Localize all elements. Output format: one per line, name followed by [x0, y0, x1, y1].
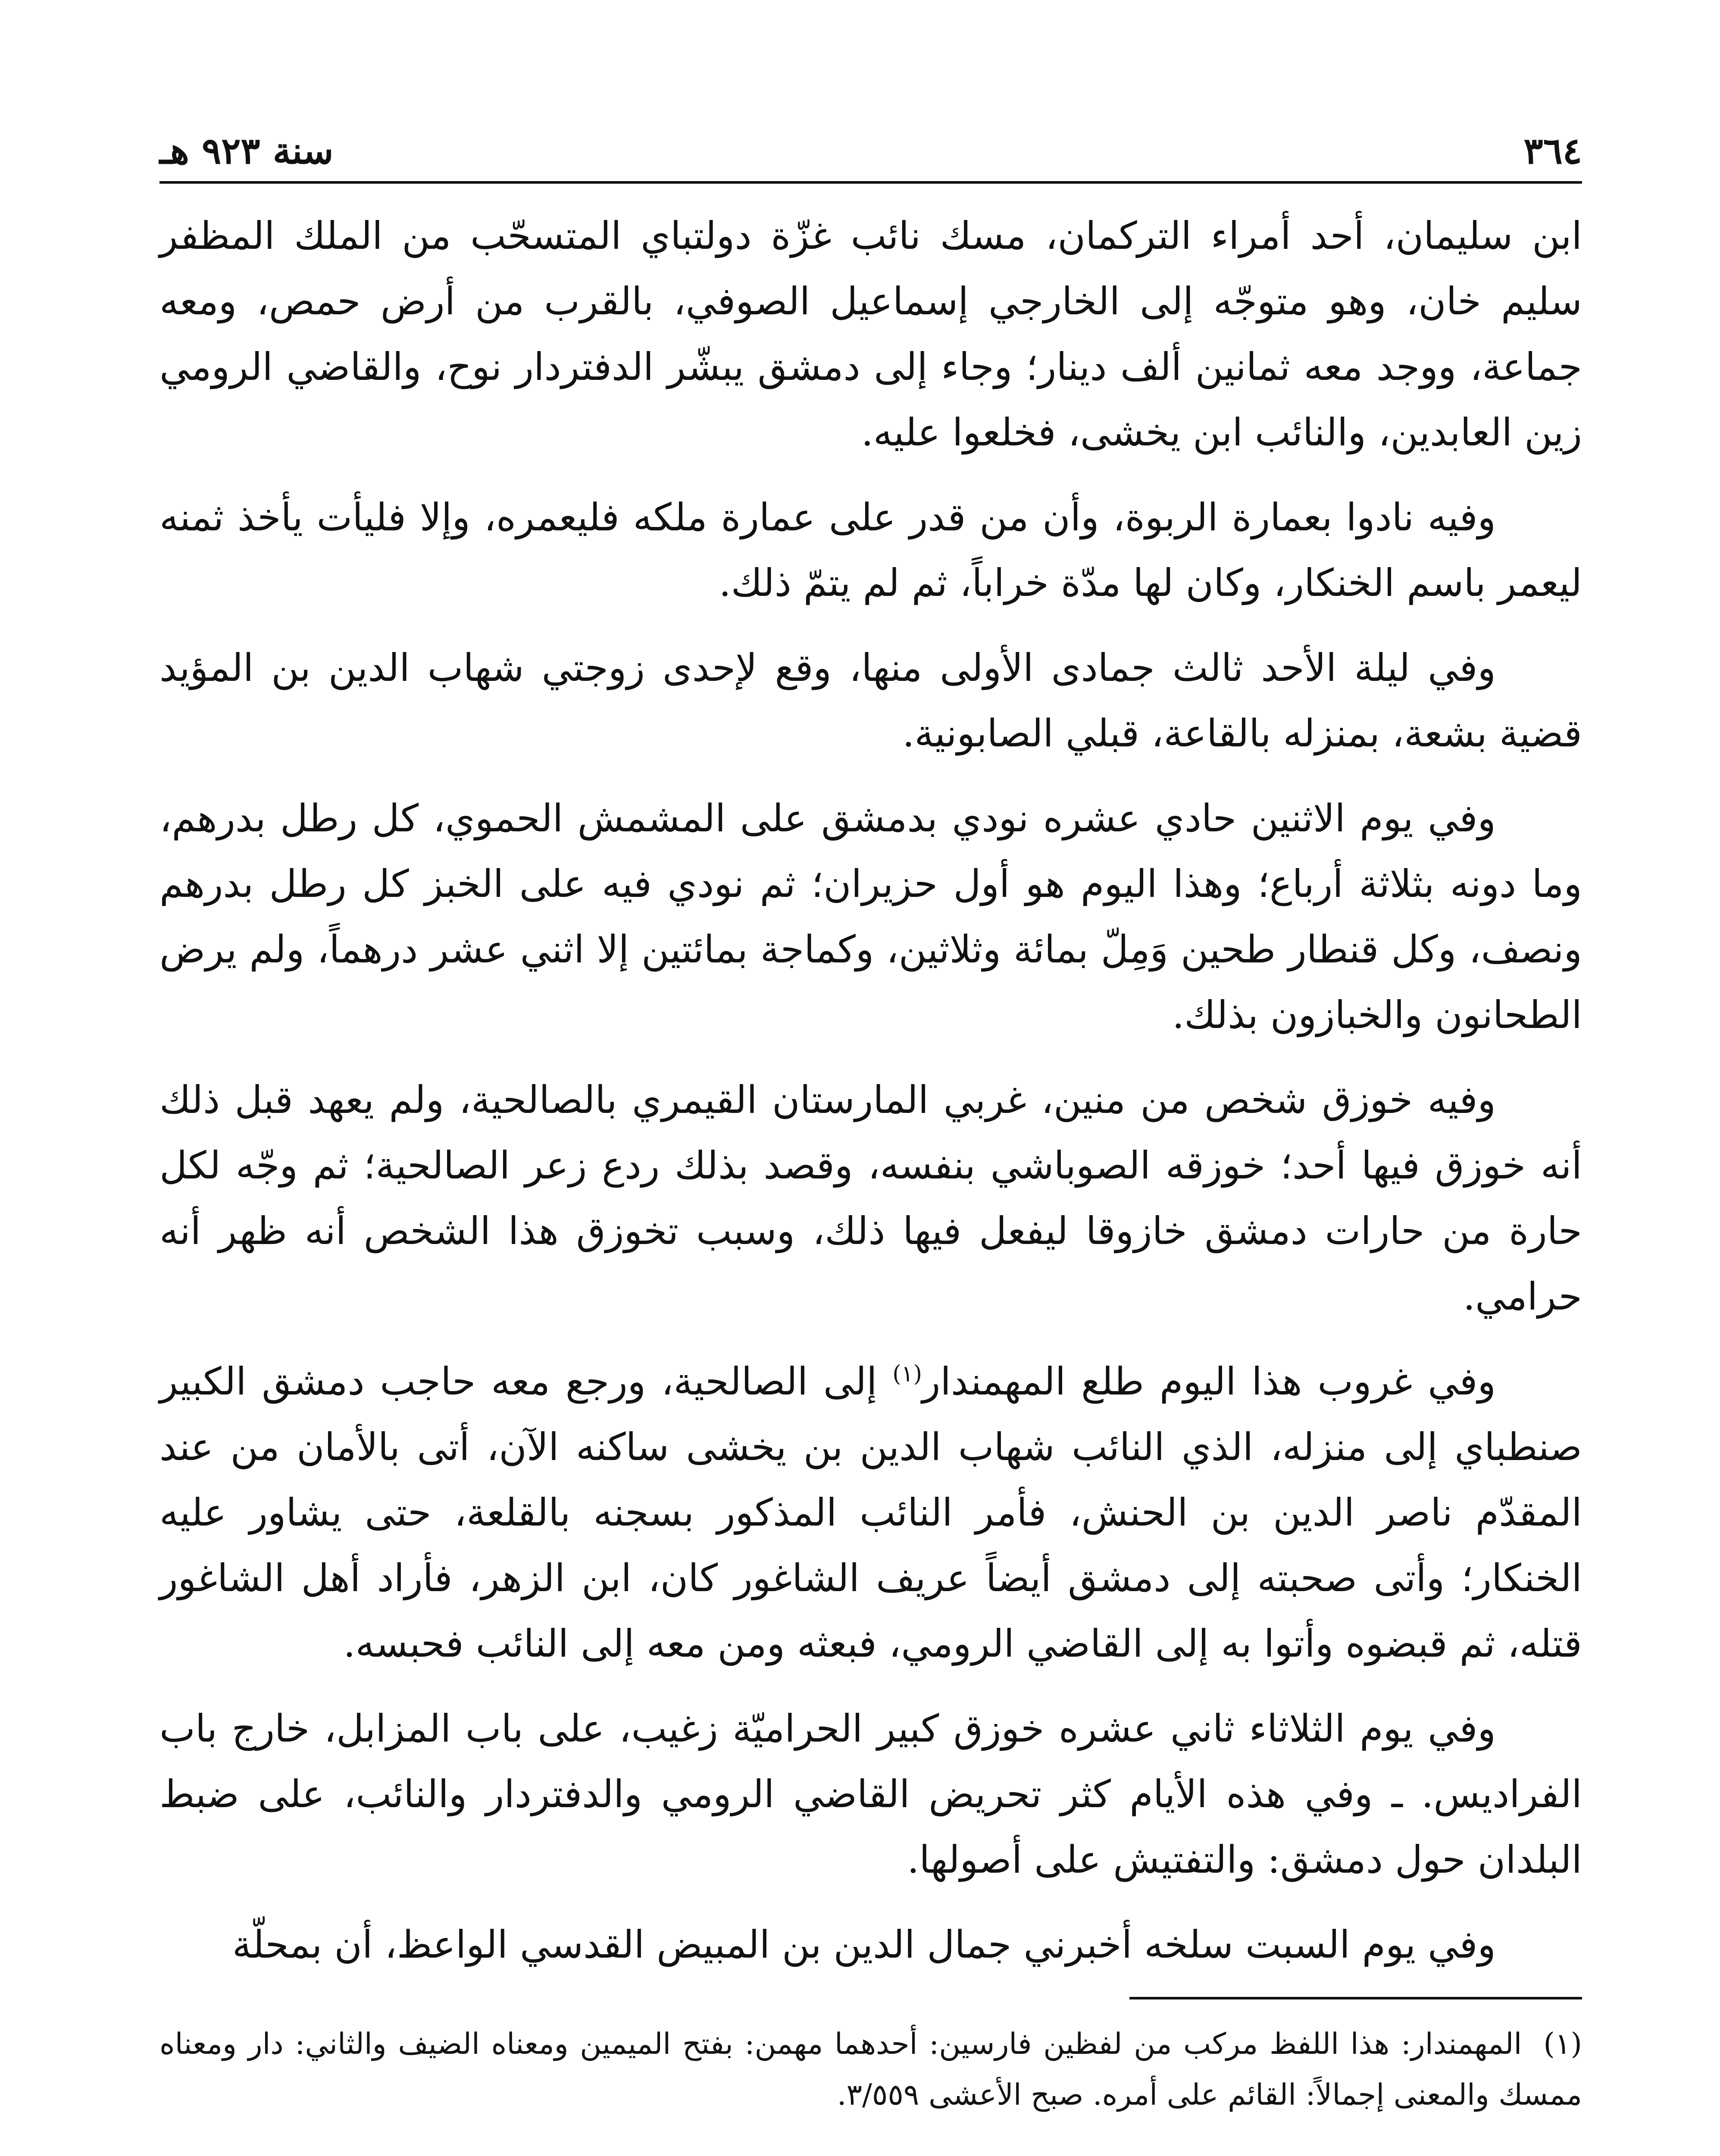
paragraph-6	[159, 1349, 1582, 1677]
paragraph-6-rest: إلى الصالحية، ورجع معه حاجب دمشق الكبير صنطباي إلى منزله، الذي النائب شهاب الدين بن يخشى ساكنه الآن، أتى بالأمان من عند المقدّم ناصر الدين بن الحنش، فأمر النائب المذكور بسجنه بالقلعة، حتى يشاور عليه الخنكار؛ وأتى صحبته إلى دمشق أيضاً عريف الشاغور كان، ابن الزهر، فأراد أهل الشاغور قتله، ثم قبضوه وأتوا به إلى القاضي الرومي، فبعثه ومن معه إلى النائب فحبسه.	[159, 1359, 1582, 1666]
footnote-reference[interactable]: (١)	[892, 1361, 922, 1387]
paragraph-6-start: وفي غروب هذا اليوم طلع المهمندار	[922, 1359, 1496, 1404]
paragraph-5: وفيه خوزق شخص من منين، غربي المارستان القيمري بالصالحية، ولم يعهد قبل ذلك أنه خوزق فيها أحد؛ خوزقه الصوباشي بنفسه، وقصد بذلك ردع زعر الصالحية؛ ثم وجّه لكل حارة من حارات دمشق خازوقا ليفعل فيها ذلك، وسبب تخوزق هذا الشخص أنه ظهر أنه حرامي.	[159, 1078, 1582, 1319]
header-rule	[159, 181, 1582, 184]
footnote-number: (١)	[1543, 2027, 1582, 2061]
running-head-year: سنة ٩٢٣ هـ	[159, 129, 334, 172]
footnote	[159, 2019, 1582, 2121]
paragraph-2: وفيه نادوا بعمارة الربوة، وأن من قدر على عمارة ملكه فليعمره، وإلا فليأت يأخذ ثمنه ليعمر باسم الخنكار، وكان لها مدّة خراباً، ثم لم يتمّ ذلك.	[159, 495, 1582, 605]
page-number: ٣٦٤	[1523, 129, 1582, 172]
book-page	[159, 125, 1582, 2121]
main-text	[159, 203, 1582, 1977]
paragraph-8: وفي يوم السبت سلخه أخبرني جمال الدين بن المبيض القدسي الواعظ، أن بمحلّة	[232, 1922, 1496, 1967]
paragraph-4: وفي يوم الاثنين حادي عشره نودي بدمشق على المشمش الحموي، كل رطل بدرهم، وما دونه بثلاثة أرباع؛ وهذا اليوم هو أول حزيران؛ ثم نودي فيه على الخبز كل رطل بدرهم ونصف، وكل قنطار طحين وَمِلّ بمائة وثلاثين، وكماجة بمائتين إلا اثني عشر درهماً، ولم يرض الطحانون والخبازون بذلك.	[159, 796, 1582, 1037]
paragraph-3: وفي ليلة الأحد ثالث جمادى الأولى منها، وقع لإحدى زوجتي شهاب الدين بن المؤيد قضية بشعة، بمنزله بالقاعة، قبلي الصابونية.	[159, 646, 1582, 755]
footnote-text: المهمندار: هذا اللفظ مركب من لفظين فارسين: أحدهما مهمن: بفتح الميمين ومعناه الضيف والثاني: دار ومعناه ممسك والمعنى إجمالاً: القائم على أمره. صبح الأعشى ٣/٥٥٩.	[159, 2027, 1582, 2112]
paragraph-1: ابن سليمان، أحد أمراء التركمان، مسك نائب غزّة دولتباي المتسحّب من الملك المظفر سليم خان، وهو متوجّه إلى الخارجي إسماعيل الصوفي، بالقرب من أرض حمص، ومعه جماعة، ووجد معه ثمانين ألف دينار؛ وجاء إلى دمشق يبشّر الدفتردار نوح، والقاضي الرومي زين العابدين، والنائب ابن يخشى، فخلعوا عليه.	[159, 213, 1582, 454]
paragraph-7: وفي يوم الثلاثاء ثاني عشره خوزق كبير الحراميّة زغيب، على باب المزابل، خارج باب الفراديس. ـ وفي هذه الأيام كثر تحريض القاضي الرومي والدفتردار والنائب، على ضبط البلدان حول دمشق: والتفتيش على أصولها.	[159, 1706, 1582, 1882]
footnote-rule	[1129, 1997, 1582, 1999]
page-header	[159, 125, 1582, 177]
